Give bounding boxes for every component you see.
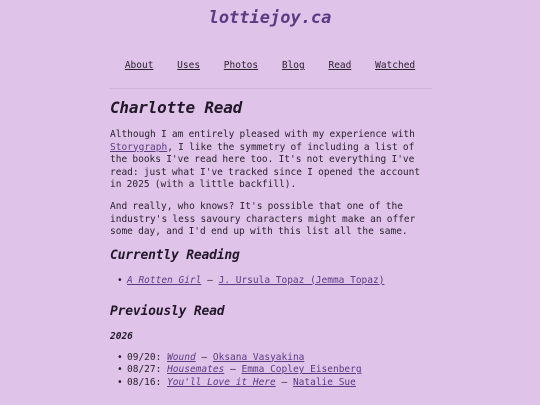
nav-read-link[interactable]: Read — [328, 60, 352, 71]
book-title-link[interactable]: You'll Love it Here — [167, 377, 276, 389]
intro-paragraph — [110, 129, 432, 192]
previously-read-section — [110, 304, 432, 390]
page-title: Charlotte Read — [110, 98, 243, 117]
book-title-link[interactable]: Housemates — [167, 364, 225, 376]
site-title-link[interactable]: lottiejoy.ca — [208, 8, 332, 28]
list-item — [117, 364, 432, 377]
year-heading: 2026 — [110, 330, 133, 342]
separator: – — [207, 274, 213, 286]
currently-reading-heading: Currently Reading — [110, 247, 240, 263]
nav-watched-link[interactable]: Watched — [375, 60, 416, 71]
main-content — [110, 98, 432, 390]
nav-blog-link[interactable]: Blog — [281, 60, 305, 71]
second-paragraph: And really, who knows? It's possible that one of the industry's less savoury characters might make an offer some day, and I'd end up with this list all the same. — [110, 200, 416, 238]
main-nav — [0, 60, 540, 71]
list-item — [117, 352, 432, 365]
list-item — [117, 377, 432, 390]
nav-uses-link[interactable]: Uses — [177, 60, 201, 71]
list-item — [117, 275, 432, 288]
book-title-link[interactable]: Wound — [167, 351, 196, 363]
nav-about-link[interactable]: About — [124, 60, 154, 71]
bullet-icon: • — [117, 364, 123, 376]
divider — [109, 88, 432, 89]
separator: – — [201, 351, 208, 363]
separator: – — [230, 364, 236, 376]
author-link[interactable]: Oksana Vasyakina — [212, 351, 305, 363]
read-date: 08/27: — [127, 364, 162, 376]
intro-text-before-link: Although I am entirely pleased with my experience with — [110, 129, 415, 140]
book-title-link[interactable]: A Rotten Girl — [127, 274, 202, 286]
read-date: 09/20: — [127, 351, 162, 363]
author-link[interactable]: Natalie Sue — [292, 377, 356, 389]
author-link[interactable]: Emma Copley Eisenberg — [241, 364, 362, 376]
read-date: 08/16: — [127, 377, 162, 389]
intro-text-after-link: , I like the symmetry of including a list of the books I've read here too. It's not everything I've read: just what I've tracked since I opened the account in 2025 (with a little backfill). — [110, 141, 421, 191]
separator: – — [281, 377, 288, 389]
currently-reading-section — [110, 248, 432, 288]
nav-photos-link[interactable]: Photos — [223, 60, 259, 71]
bullet-icon: • — [117, 377, 123, 389]
author-link[interactable]: J. Ursula Topaz (Jemma Topaz) — [218, 274, 385, 286]
previously-read-list — [110, 352, 432, 390]
bullet-icon: • — [117, 274, 123, 286]
bullet-icon: • — [117, 351, 123, 363]
storygraph-link[interactable]: Storygraph — [110, 141, 168, 153]
currently-reading-list — [110, 275, 432, 288]
previously-read-heading: Previously Read — [110, 303, 225, 319]
